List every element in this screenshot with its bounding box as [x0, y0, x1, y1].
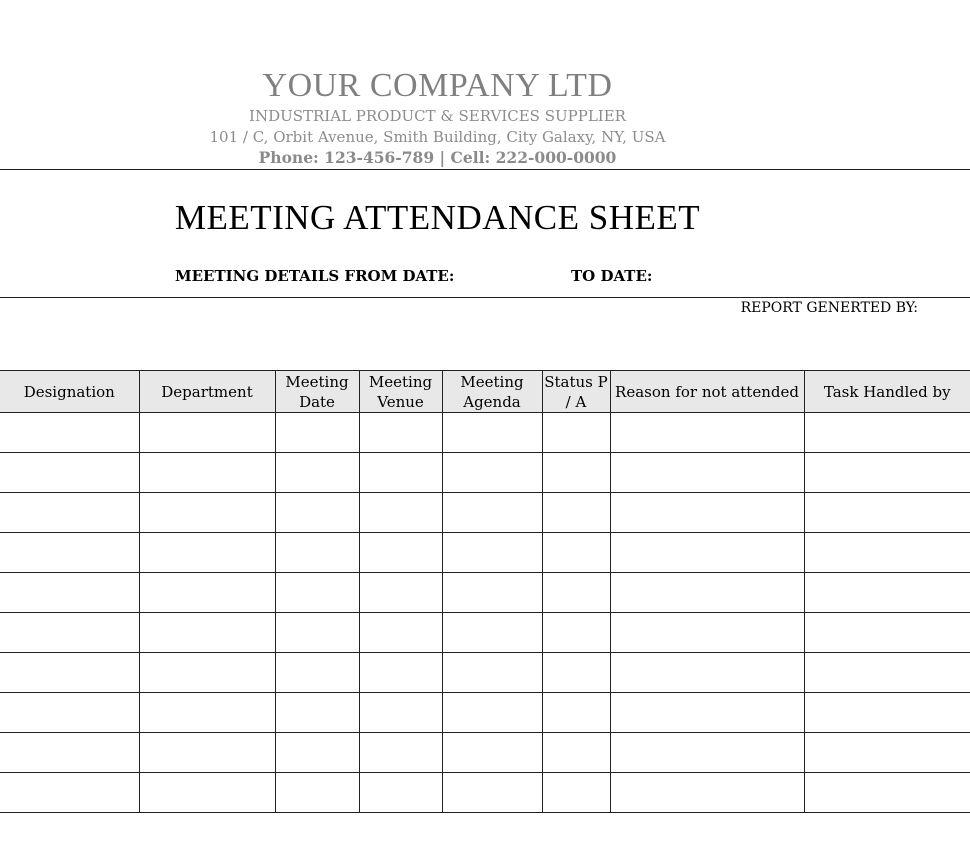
- table-cell: [275, 733, 359, 773]
- table-cell: [275, 773, 359, 813]
- table-cell: [610, 653, 804, 693]
- table-cell: [359, 493, 442, 533]
- to-date-label: TO DATE:: [571, 267, 653, 285]
- table-cell: [610, 693, 804, 733]
- table-cell: [442, 613, 542, 653]
- table-cell: [442, 573, 542, 613]
- table-cell: [542, 453, 610, 493]
- table-row: [0, 693, 970, 733]
- table-cell: [442, 653, 542, 693]
- table-cell: [0, 733, 139, 773]
- table-cell: [359, 773, 442, 813]
- header-divider: [0, 169, 970, 170]
- table-cell: [610, 453, 804, 493]
- table-cell: [804, 533, 970, 573]
- table-cell: [0, 453, 139, 493]
- table-cell: [0, 693, 139, 733]
- table-cell: [359, 413, 442, 453]
- table-row: [0, 533, 970, 573]
- table-cell: [804, 613, 970, 653]
- table-cell: [0, 573, 139, 613]
- table-row: [0, 413, 970, 453]
- table-cell: [804, 773, 970, 813]
- table-cell: [804, 733, 970, 773]
- table-cell: [542, 653, 610, 693]
- column-header-meeting-agenda: Meeting Agenda: [442, 371, 542, 413]
- report-generated-label: REPORT GENERTED BY:: [740, 300, 918, 316]
- table-cell: [542, 693, 610, 733]
- table-cell: [804, 693, 970, 733]
- company-phone: Phone: 123-456-789 | Cell: 222-000-0000: [258, 148, 617, 167]
- from-date-label: MEETING DETAILS FROM DATE:: [175, 267, 455, 285]
- attendance-table: [0, 370, 970, 813]
- column-header-reason: Reason for not attended: [610, 371, 804, 413]
- table-cell: [139, 693, 275, 733]
- table-cell: [442, 693, 542, 733]
- column-header-designation: Designation: [0, 371, 139, 413]
- table-row: [0, 653, 970, 693]
- table-cell: [0, 493, 139, 533]
- table-cell: [804, 413, 970, 453]
- column-header-department: Department: [139, 371, 275, 413]
- table-cell: [804, 573, 970, 613]
- table-cell: [610, 733, 804, 773]
- table-cell: [139, 733, 275, 773]
- table-cell: [275, 613, 359, 653]
- table-cell: [542, 773, 610, 813]
- table-cell: [0, 413, 139, 453]
- table-cell: [359, 613, 442, 653]
- table-cell: [359, 693, 442, 733]
- table-cell: [0, 613, 139, 653]
- table-row: [0, 773, 970, 813]
- table-cell: [610, 533, 804, 573]
- column-header-status: Status P / A: [542, 371, 610, 413]
- table-cell: [139, 573, 275, 613]
- table-cell: [610, 573, 804, 613]
- table-row: [0, 493, 970, 533]
- table-cell: [275, 653, 359, 693]
- table-cell: [275, 413, 359, 453]
- table-cell: [442, 733, 542, 773]
- table-cell: [359, 453, 442, 493]
- table-cell: [359, 573, 442, 613]
- table-row: [0, 733, 970, 773]
- table-cell: [275, 573, 359, 613]
- table-cell: [359, 733, 442, 773]
- table-cell: [542, 533, 610, 573]
- table-cell: [542, 493, 610, 533]
- table-cell: [359, 533, 442, 573]
- company-name: YOUR COMPANY LTD: [262, 67, 613, 104]
- table-cell: [139, 653, 275, 693]
- table-cell: [275, 533, 359, 573]
- table-cell: [542, 613, 610, 653]
- table-cell: [442, 773, 542, 813]
- column-header-task-handled-by: Task Handled by: [804, 371, 970, 413]
- table-cell: [139, 453, 275, 493]
- table-cell: [804, 493, 970, 533]
- table-cell: [139, 413, 275, 453]
- table-cell: [0, 653, 139, 693]
- table-cell: [359, 653, 442, 693]
- table-row: [0, 573, 970, 613]
- table-cell: [0, 533, 139, 573]
- sheet-title: MEETING ATTENDANCE SHEET: [174, 198, 701, 237]
- company-tagline: INDUSTRIAL PRODUCT & SERVICES SUPPLIER: [249, 107, 626, 125]
- table-cell: [139, 493, 275, 533]
- table-cell: [610, 773, 804, 813]
- table-cell: [275, 453, 359, 493]
- table-cell: [139, 613, 275, 653]
- column-header-meeting-date: Meeting Date: [275, 371, 359, 413]
- table-row: [0, 613, 970, 653]
- company-address: 101 / C, Orbit Avenue, Smith Building, City Galaxy, NY, USA: [209, 128, 666, 146]
- table-cell: [804, 453, 970, 493]
- column-header-meeting-venue: Meeting Venue: [359, 371, 442, 413]
- table-cell: [610, 493, 804, 533]
- table-cell: [275, 493, 359, 533]
- table-cell: [442, 453, 542, 493]
- table-cell: [442, 413, 542, 453]
- table-cell: [442, 493, 542, 533]
- table-cell: [804, 653, 970, 693]
- table-cell: [542, 413, 610, 453]
- table-cell: [442, 533, 542, 573]
- table-cell: [610, 613, 804, 653]
- table-cell: [139, 533, 275, 573]
- table-cell: [542, 573, 610, 613]
- table-cell: [139, 773, 275, 813]
- table-row: [0, 453, 970, 493]
- table-cell: [275, 693, 359, 733]
- table-cell: [542, 733, 610, 773]
- table-cell: [610, 413, 804, 453]
- table-cell: [0, 773, 139, 813]
- header-row: [0, 371, 970, 413]
